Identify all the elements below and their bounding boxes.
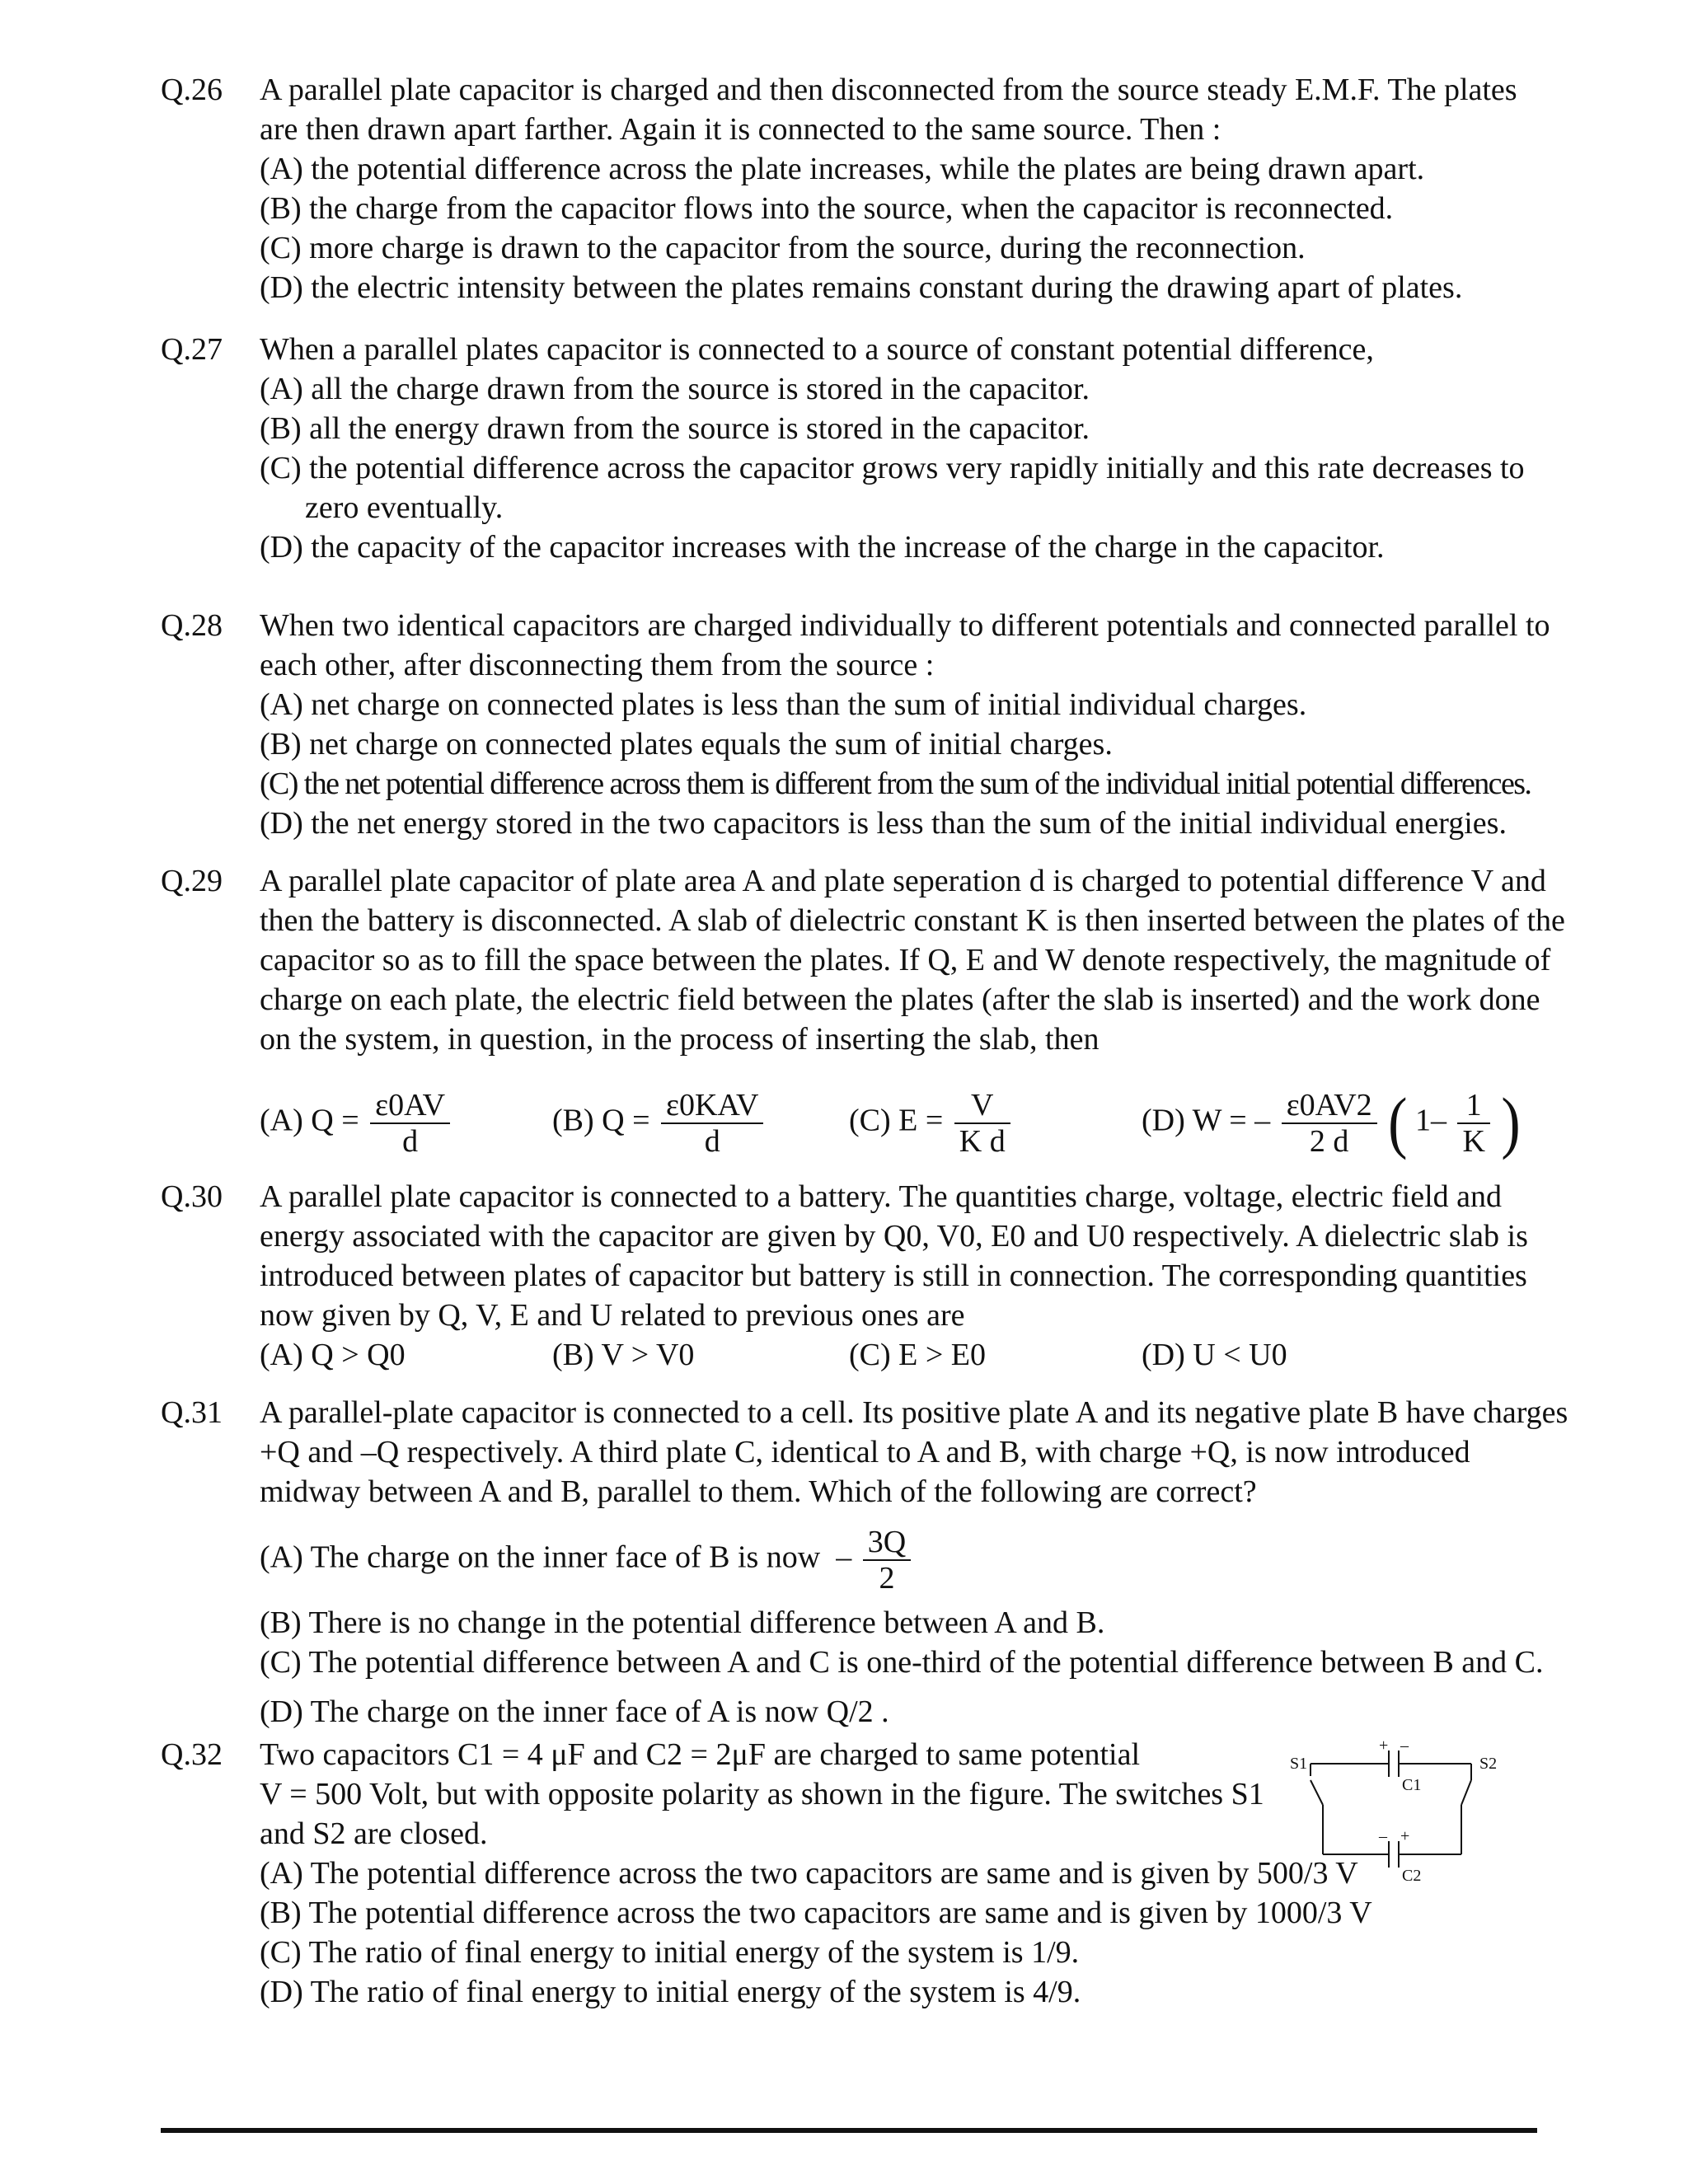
- fraction: [1457, 1088, 1489, 1159]
- stem-line: capacitor so as to fill the space between the plates. If Q, E and W denote respectively, the magnitude of: [260, 943, 1551, 977]
- question-stem: [260, 1735, 1381, 2012]
- option-b: (B) all the energy drawn from the source is stored in the capacitor.: [260, 411, 1090, 446]
- option-c-continued: zero eventually.: [305, 490, 504, 525]
- c1-plus: +: [1379, 1739, 1389, 1755]
- option-a-label: (A) Q =: [260, 1103, 359, 1138]
- option-c: (C) more charge is drawn to the capacitor from the source, during the reconnection.: [260, 231, 1306, 265]
- numerator: ε0AV: [370, 1088, 450, 1124]
- option-c: (C) The potential difference between A and C is one-third of the potential difference between B and C.: [260, 1645, 1544, 1680]
- option-d-label: (D) W = –: [1142, 1103, 1271, 1138]
- stem-line: charge on each plate, the electric field between the plates (after the slab is inserted) and the work done: [260, 982, 1540, 1017]
- capacitor-circuit-figure: [1273, 1739, 1521, 1887]
- switch-s1: [1311, 1780, 1323, 1805]
- minus-sign: –: [828, 1540, 852, 1575]
- numerator: 1: [1457, 1088, 1489, 1124]
- c2-minus: –: [1379, 1827, 1387, 1845]
- stem-line: and S2 are closed.: [260, 1816, 488, 1851]
- numerator: V: [954, 1088, 1010, 1124]
- question-stem: [260, 70, 1537, 307]
- option-c: (C) E > E0: [849, 1338, 987, 1372]
- c2-label: C2: [1402, 1867, 1422, 1885]
- question-number: Q.27: [161, 332, 223, 367]
- stem-line: A parallel plate capacitor of plate area A and plate seperation d is charged to potential difference V and: [260, 864, 1546, 898]
- question-number: Q.31: [161, 1395, 223, 1430]
- option-a: (A) The potential difference across the two capacitors are same and is given by 500/3 V: [260, 1856, 1358, 1891]
- stem-line: A parallel plate capacitor is connected to a battery. The quantities charge, voltage, electric field and: [260, 1179, 1503, 1214]
- stem-line: introduced between plates of capacitor but battery is still in connection. The corresponding quantities: [260, 1258, 1527, 1293]
- option-b: (B) the charge from the capacitor flows into the source, when the capacitor is reconnected.: [260, 191, 1394, 226]
- bottom-rule: [161, 2128, 1537, 2133]
- option-c: (C) the potential difference across the capacitor grows very rapidly initially and this rate decreases to: [260, 451, 1525, 485]
- one-minus: 1–: [1414, 1103, 1447, 1138]
- option-a: (A) net charge on connected plates is less than the sum of initial individual charges.: [260, 687, 1307, 722]
- denominator: K: [1462, 1124, 1485, 1159]
- option-b: [552, 1088, 767, 1159]
- stem-line: each other, after disconnecting them from the source :: [260, 648, 935, 682]
- denominator: 2 d: [1309, 1124, 1349, 1159]
- question-stem: [260, 861, 1565, 1059]
- option-d: (D) the capacity of the capacitor increases with the increase of the charge in the capacitor.: [260, 530, 1385, 565]
- option-d: (D) The ratio of final energy to initial energy of the system is 4/9.: [260, 1975, 1081, 2009]
- fraction: [863, 1525, 911, 1596]
- question-number: Q.32: [161, 1737, 223, 1772]
- s1-label: S1: [1290, 1755, 1308, 1773]
- option-a: (A) all the charge drawn from the source is stored in the capacitor.: [260, 372, 1090, 406]
- stem-line: energy associated with the capacitor are given by Q0, V0, E0 and U0 respectively. A dielectric slab is: [260, 1219, 1528, 1254]
- question-stem: [260, 330, 1537, 567]
- c2-plus: +: [1400, 1827, 1410, 1845]
- denominator: d: [704, 1124, 720, 1159]
- denominator: K d: [959, 1124, 1006, 1159]
- c1-label: C1: [1402, 1776, 1422, 1794]
- question-number: Q.30: [161, 1179, 223, 1214]
- option-b: (B) The potential difference across the two capacitors are same and is given by 1000/3 V: [260, 1896, 1372, 1930]
- denominator: 2: [879, 1561, 895, 1596]
- option-d: (D) U < U0: [1142, 1338, 1287, 1372]
- stem-line: When a parallel plates capacitor is connected to a source of constant potential difference,: [260, 332, 1374, 367]
- open-paren: (: [1388, 1085, 1408, 1161]
- option-c: (C) the net potential difference across them is different from the sum of the individual initial potential differences.: [260, 766, 1531, 801]
- option-a: [260, 1088, 453, 1159]
- question-number: Q.28: [161, 608, 223, 643]
- option-d: (D) The charge on the inner face of A is now Q/2 .: [260, 1694, 889, 1729]
- stem-line: When two identical capacitors are charged individually to different potentials and connected parallel to: [260, 608, 1550, 643]
- option-c: (C) The ratio of final energy to initial energy of the system is 1/9.: [260, 1935, 1080, 1970]
- stem-line: Two capacitors C1 = 4 μF and C2 = 2μF are charged to same potential: [260, 1737, 1141, 1772]
- question-stem: [260, 1177, 1537, 1335]
- option-a: (A) Q > Q0: [260, 1338, 406, 1372]
- fraction: [954, 1088, 1010, 1159]
- stem-line: A parallel plate capacitor is charged and then disconnected from the source steady E.M.F. The plates: [260, 73, 1517, 107]
- option-d: [1142, 1085, 1521, 1161]
- fraction: [661, 1088, 763, 1159]
- stem-line: on the system, in question, in the process of inserting the slab, then: [260, 1022, 1100, 1057]
- s2-label: S2: [1479, 1755, 1498, 1773]
- close-paren: ): [1501, 1085, 1521, 1161]
- circuit-diagram: [1273, 1739, 1521, 1887]
- c1-minus: –: [1400, 1739, 1409, 1755]
- stem-line: +Q and –Q respectively. A third plate C, identical to A and B, with charge +Q, is now introduced: [260, 1435, 1470, 1469]
- option-d: (D) the electric intensity between the plates remains constant during the drawing apart of plates.: [260, 270, 1463, 305]
- fraction: [1282, 1088, 1377, 1159]
- option-b: (B) There is no change in the potential difference between A and B.: [260, 1605, 1105, 1640]
- option-a-text: (A) The charge on the inner face of B is now: [260, 1540, 821, 1575]
- option-a: [260, 1525, 914, 1596]
- fraction: [370, 1088, 450, 1159]
- option-d: (D) the net energy stored in the two capacitors is less than the sum of the initial individual energies.: [260, 806, 1507, 841]
- stem-line: A parallel-plate capacitor is connected to a cell. Its positive plate A and its negative plate B have charges: [260, 1395, 1568, 1430]
- question-stem: [260, 606, 1550, 843]
- stem-line: V = 500 Volt, but with opposite polarity as shown in the figure. The switches S1: [260, 1777, 1264, 1811]
- denominator: d: [402, 1124, 419, 1159]
- question-stem: [260, 1393, 1568, 1511]
- stem-line: midway between A and B, parallel to them. Which of the following are correct?: [260, 1474, 1257, 1509]
- option-a: (A) the potential difference across the plate increases, while the plates are being drawn apart.: [260, 152, 1425, 186]
- question-number: Q.29: [161, 864, 223, 898]
- stem-line: now given by Q, V, E and U related to previous ones are: [260, 1298, 965, 1333]
- switch-s2: [1461, 1780, 1471, 1805]
- stem-line: are then drawn apart farther. Again it is connected to the same source. Then :: [260, 112, 1221, 147]
- option-c-label: (C) E =: [849, 1103, 944, 1138]
- option-b-label: (B) Q =: [552, 1103, 650, 1138]
- numerator: ε0AV2: [1282, 1088, 1377, 1124]
- option-b: (B) net charge on connected plates equals the sum of initial charges.: [260, 727, 1113, 762]
- numerator: ε0KAV: [661, 1088, 763, 1124]
- stem-line: then the battery is disconnected. A slab of dielectric constant K is then inserted between the plates of the: [260, 903, 1565, 938]
- option-b: (B) V > V0: [552, 1338, 695, 1372]
- option-c: [849, 1088, 1014, 1159]
- numerator: 3Q: [863, 1525, 911, 1561]
- question-number: Q.26: [161, 73, 223, 107]
